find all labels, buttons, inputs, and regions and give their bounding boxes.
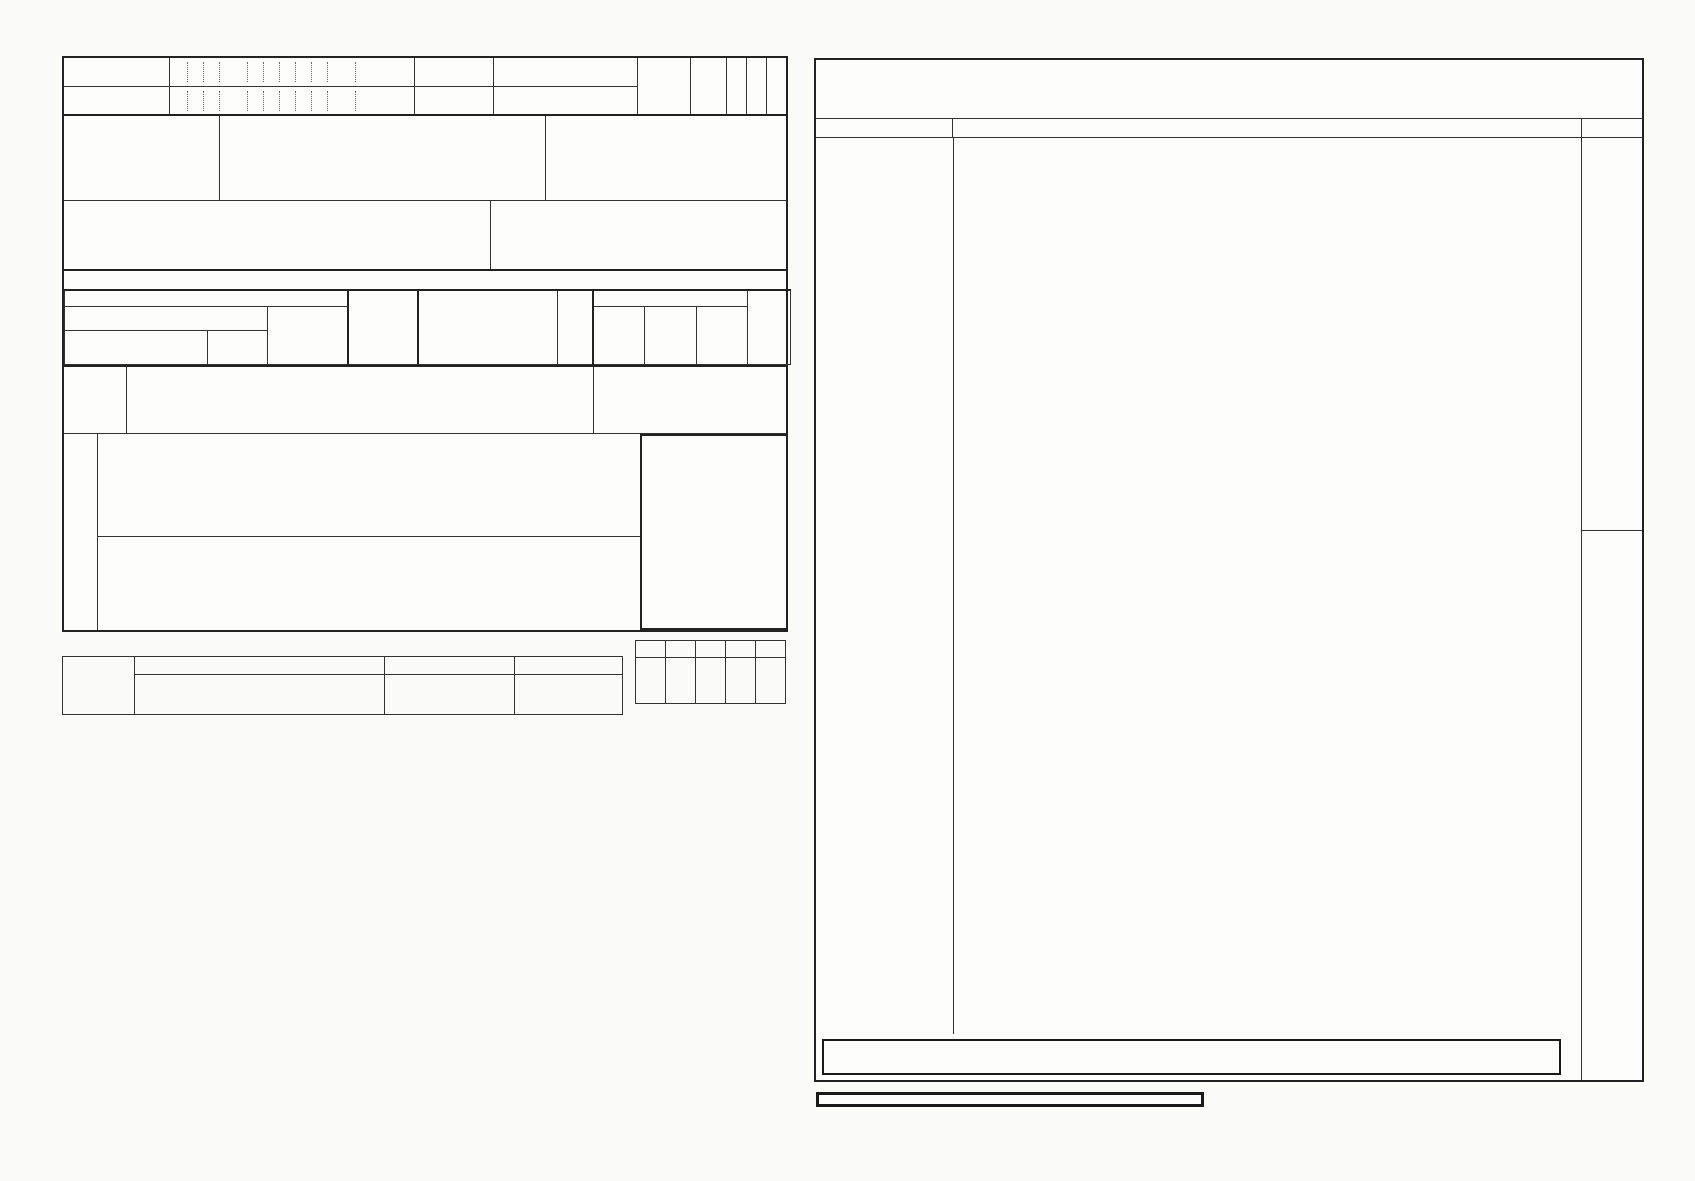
digit-box[interactable] [219, 91, 235, 111]
leaver-name-label [415, 87, 493, 114]
digit-box[interactable] [203, 62, 219, 82]
col9-header [348, 290, 418, 364]
stamp-cell[interactable] [666, 657, 696, 703]
insured-number-boxes[interactable] [169, 58, 414, 86]
right-page [814, 58, 1644, 1107]
digit-box[interactable] [295, 62, 311, 82]
colB-header [268, 306, 348, 364]
director-header [636, 640, 666, 657]
leave-date-label [638, 58, 690, 114]
header-table [62, 56, 788, 632]
digit-box[interactable] [172, 62, 187, 82]
office-number-boxes[interactable] [169, 87, 414, 114]
col8-header [65, 290, 348, 306]
colA-amount-header [593, 306, 645, 364]
reason-table-header [816, 119, 1642, 138]
circled-1 [64, 58, 169, 59]
office-right-box[interactable] [640, 434, 786, 630]
prepared-date-cell[interactable] [135, 674, 385, 714]
leaver-name-input-area[interactable] [493, 87, 637, 114]
circled-5 [64, 116, 219, 117]
col12-header [593, 290, 748, 306]
special-notes-row [64, 365, 786, 433]
col13-header [748, 290, 791, 364]
circled-6 [548, 118, 657, 119]
separation-codes-column [1581, 138, 1642, 1080]
reason-instructions [816, 60, 1642, 119]
insured-number-label [64, 58, 169, 86]
deputy-director-header [666, 640, 696, 657]
office-number-label [64, 87, 169, 114]
col10-header [418, 290, 558, 364]
digit-box[interactable] [263, 62, 279, 82]
codes-divider [1582, 530, 1642, 531]
wage-notes-label [64, 367, 126, 433]
digit-box[interactable] [263, 91, 279, 111]
furigana-input-area[interactable] [493, 58, 637, 86]
leave-date-day[interactable] [766, 58, 786, 114]
reason-column-header [953, 119, 1581, 137]
digit-box[interactable] [247, 91, 263, 111]
employment-office-section [64, 433, 786, 630]
colA-header [65, 306, 268, 330]
col11-header [558, 290, 593, 364]
stamp-cell[interactable] [696, 657, 726, 703]
office-info-label [64, 116, 219, 200]
digit-box[interactable] [327, 62, 343, 82]
labor-consultant-label [63, 656, 135, 714]
name-header [385, 656, 515, 674]
leaver-judgement-box[interactable] [816, 1092, 1204, 1107]
digit-box[interactable] [187, 91, 203, 111]
name-cell[interactable] [385, 674, 515, 714]
phone-header [515, 656, 623, 674]
stamp-cell[interactable] [636, 657, 666, 703]
reason-list [816, 138, 1581, 1080]
leaver-confirmation-box[interactable] [593, 367, 786, 433]
address-row [64, 114, 786, 200]
office-check-area [98, 434, 640, 537]
total-amount-header [697, 306, 748, 364]
digit-box[interactable] [355, 62, 371, 82]
employer-entry-column-header [816, 119, 953, 137]
digit-box[interactable] [247, 62, 263, 82]
leaver-address-label [545, 116, 657, 200]
bottom-tables [62, 640, 788, 726]
certification-area[interactable] [64, 201, 490, 269]
digit-box[interactable] [219, 62, 235, 82]
wage-section-title [64, 269, 786, 289]
page-title [62, 30, 788, 56]
labor-consultant-table [62, 656, 623, 715]
digit-box[interactable] [203, 91, 219, 111]
furigana-label [415, 58, 493, 86]
leaver-address-input-area[interactable] [657, 116, 786, 200]
digit-box[interactable] [295, 91, 311, 111]
digit-box[interactable] [279, 91, 295, 111]
entry-column-divider [953, 138, 954, 1034]
digit-box[interactable] [311, 62, 327, 82]
ticket-issue-area[interactable] [490, 201, 786, 269]
digit-box[interactable] [279, 62, 295, 82]
staff-header [756, 640, 786, 657]
approval-stamp-table [635, 640, 786, 704]
office-blank-area[interactable] [98, 537, 640, 641]
certification-row [64, 200, 786, 269]
day-after-leave-header [65, 330, 208, 364]
left-page [62, 30, 788, 726]
office-info-input-area[interactable] [219, 116, 545, 200]
wage-table [64, 289, 791, 365]
id-rows [64, 58, 786, 114]
phone-cell[interactable] [515, 674, 623, 714]
stamp-cell[interactable] [726, 657, 756, 703]
subsection-chief-header [726, 640, 756, 657]
reason-table [814, 58, 1644, 1082]
section-chief-header [696, 640, 726, 657]
circled-2 [64, 87, 169, 88]
prepared-date-header [135, 656, 385, 674]
month-day-header [208, 330, 268, 364]
colB-amount-header [645, 306, 697, 364]
wage-notes-input-area[interactable] [126, 367, 593, 433]
leave-date-month[interactable] [746, 58, 766, 114]
digit-box[interactable] [311, 91, 327, 111]
digit-box[interactable] [355, 91, 371, 111]
detail-circumstances-box[interactable] [822, 1039, 1561, 1075]
digit-box[interactable] [327, 91, 343, 111]
digit-box[interactable] [187, 62, 203, 82]
leave-date-year[interactable] [726, 58, 746, 114]
era-label [690, 58, 726, 114]
employment-office-vertical-label [64, 434, 97, 630]
digit-box[interactable] [172, 91, 187, 111]
stamp-cell[interactable] [756, 657, 786, 703]
separation-class-column-header [1581, 119, 1642, 137]
reason-table-body [816, 138, 1642, 1080]
